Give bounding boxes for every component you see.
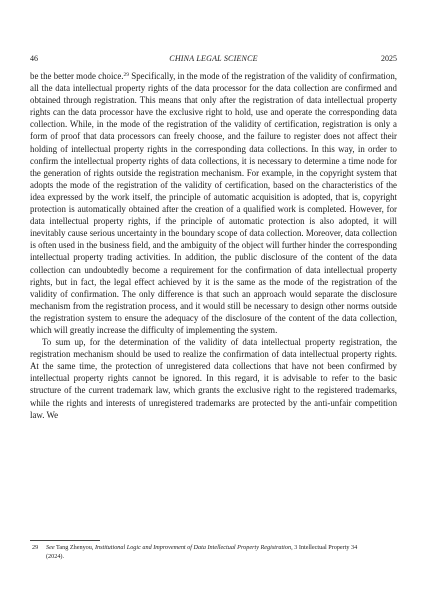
footnote-number: 29 — [32, 544, 39, 551]
paragraph-2: To sum up, for the determination of the validity of data intellectual property registration, the registration mechanism should be used to realize the confirmation of data intellectual property rights. At the same time, the protection of unregistered data collections that have not been confirmed by intellectual property rights cannot be ignored. In this regard, it is advisable to refer to the basic structure of the current trademark law, which grants the exclusive right to the registered trademarks, while the rights and interests of unregistered trademarks are protected by the anti-unfair competition law. We — [30, 337, 397, 420]
footnote-line-2: (2024). — [46, 553, 65, 560]
footnote-divider — [30, 540, 100, 541]
footnote-29 — [30, 543, 397, 561]
running-title: CHINA LEGAL SCIENCE — [169, 54, 258, 63]
paragraph-1-rest: Specifically, in the mode of the registration of the validity of confirmation, all the data intellectual property rights of the data processor for the data collection are confirmed and obtained through registration. This means that only after the registration of data intellectual property rights can the data processor have the exclusive right to hold, use and operate the corresponding data collection. While, in the mode of the registration of the validity of certification, registration is only a form of proof that data processors can freely choose, and the failure to register does not affect their holding of intellectual property rights in the corresponding data collections. In this way, in order to confirm the intellectual property rights of data collections, it is necessary to determine a time node for the generation of rights outside the registration mechanism. For example, in the copyright system that adopts the mode of the registration of the validity of certification, based on the characteristics of the idea expressed by the work itself, the principle of automatic acquisition is adopted, that is, copyright protection is automatically obtained after the creation of a qualified work is completed. However, for data intellectual property rights, if the principle of automatic protection is also adopted, it will inevitably cause serious uncertainty in the boundary scope of data collection. Moreover, data collection is often used in the business field, and the ambiguity of the object will further hinder the corresponding intellectual property trading activities. In addition, the public disclosure of the content of the data collection can undoubtedly become a requirement for the confirmation of data intellectual property rights, but in fact, the legal effect achieved by it is the same as the mode of the registration of the validity of confirmation. The only difference is that such an approach would separate the disclosure mechanism from the registration process, and it would still be necessary to design other norms outside the registration system to ensure the adequacy of the disclosure of the content of the data collection, which will greatly increase the difficulty of implementing the system. — [30, 71, 397, 335]
paragraph-1 — [30, 70, 397, 336]
paragraph-1-start: be the better mode choice. — [30, 71, 124, 81]
page-header — [30, 53, 397, 65]
footnote-see: See — [46, 544, 55, 551]
footnote-ref-29[interactable]: 29 — [123, 72, 130, 78]
footnote-line-1 — [30, 543, 397, 552]
footnote-author: Tang Zhenyou, — [54, 544, 95, 551]
footnote-title: Institutional Logic and Improvement of Data Intellectual Property Registration — [94, 544, 292, 551]
page-number: 46 — [30, 54, 38, 63]
footnote-citation: , 3 Intellectual Property 34 — [291, 544, 358, 551]
main-text — [30, 70, 397, 421]
header-year: 2025 — [381, 54, 397, 63]
